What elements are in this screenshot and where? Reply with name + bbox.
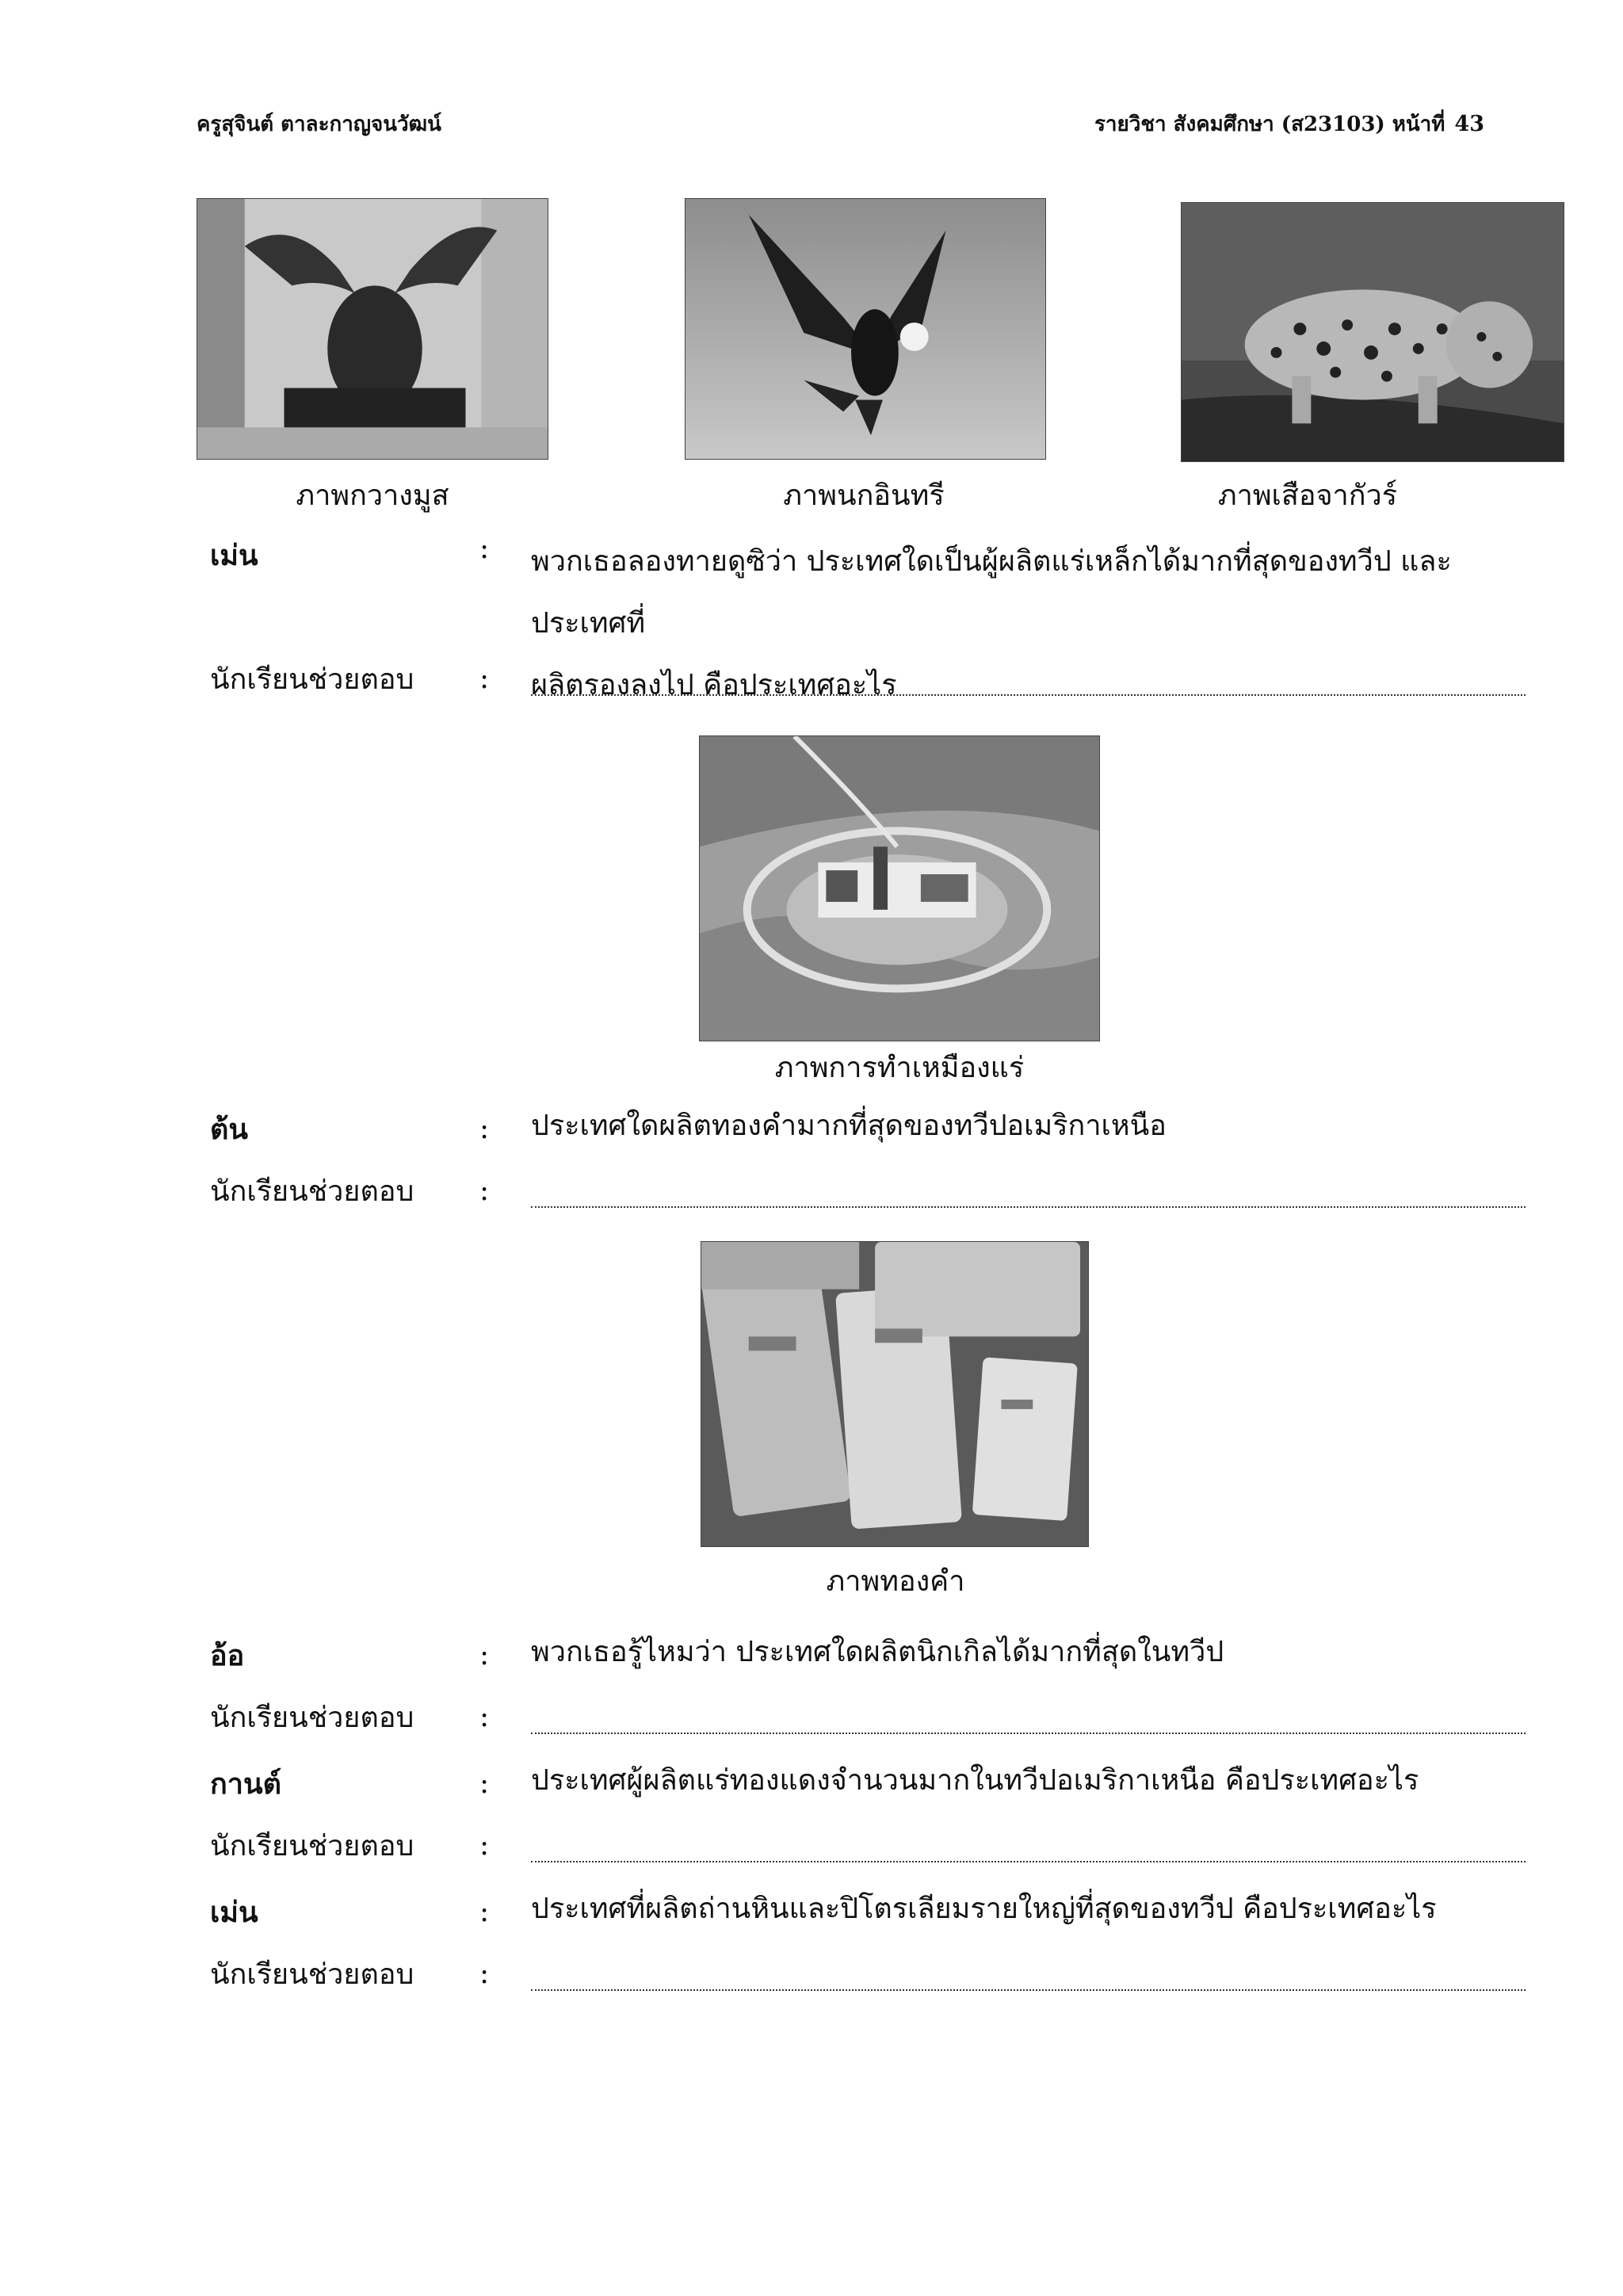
- answer-line[interactable]: [531, 1861, 1526, 1862]
- colon: :: [479, 663, 490, 695]
- caption-mine: ภาพการทำเหมืองแร่: [774, 1052, 1025, 1084]
- header-subject-label: รายวิชา สังคมศึกษา (ส23103) หน้าที่: [1094, 113, 1445, 136]
- speaker-name: เม่น: [210, 1896, 258, 1929]
- answer-row: [210, 1823, 1526, 1870]
- speaker-name: ต้น: [210, 1113, 248, 1146]
- answer-line[interactable]: [531, 694, 1526, 696]
- speaker-name: นักเรียนช่วยตอบ: [210, 1830, 414, 1862]
- speaker-name: เม่น: [210, 539, 258, 572]
- caption-jaguar: ภาพเสือจากัวร์: [1217, 479, 1398, 512]
- eagle-photo: [685, 198, 1046, 460]
- dialogue-row: [210, 1889, 1526, 1937]
- mine-photo: [699, 735, 1100, 1041]
- answer-line[interactable]: [531, 1733, 1526, 1734]
- colon: :: [479, 1829, 490, 1862]
- caption-eagle: ภาพนกอินทรี: [783, 479, 945, 512]
- answer-line[interactable]: [531, 1206, 1526, 1208]
- dialogue-row: [210, 1633, 1526, 1680]
- gold-bars-photo: [701, 1241, 1089, 1547]
- speaker-name: อ้อ: [210, 1639, 245, 1672]
- caption-moose: ภาพกวางมูส: [296, 479, 449, 512]
- colon: :: [479, 1639, 490, 1671]
- colon: :: [479, 1701, 490, 1733]
- speaker-name: นักเรียนช่วยตอบ: [210, 1175, 414, 1208]
- dialogue-row: [210, 1106, 1526, 1154]
- caption-gold: ภาพทองคำ: [826, 1565, 965, 1598]
- question-text: ประเทศผู้ผลิตแร่ทองแดงจำนวนมากในทวีปอเมริกาเหนือ คือประเทศอะไร: [531, 1764, 1419, 1797]
- colon: :: [479, 533, 490, 565]
- question-text: ประเทศที่ผลิตถ่านหินและปิโตรเลียมรายใหญ่ที่สุดของทวีป คือประเทศอะไร: [531, 1893, 1437, 1925]
- answer-row: [210, 656, 1526, 704]
- answer-row: [210, 1951, 1526, 1999]
- answer-row: [210, 1694, 1526, 1742]
- header-author: ครูสุจินต์ ตาละกาญจนวัฒน์: [197, 113, 441, 136]
- question-line-2: ผลิตรองลงไป คือประเทศอะไร: [531, 669, 897, 701]
- question-text: ประเทศใดผลิตทองคำมากที่สุดของทวีปอเมริกาเหนือ: [531, 1110, 1167, 1142]
- speaker-name: นักเรียนช่วยตอบ: [210, 1958, 414, 1991]
- moose-photo: [197, 198, 548, 460]
- speaker-name: กานต์: [210, 1767, 281, 1801]
- dialogue-row: [210, 1761, 1526, 1809]
- answer-line[interactable]: [531, 1989, 1526, 1991]
- question-text: พวกเธอรู้ไหมว่า ประเทศใดผลิตนิกเกิลได้มากที่สุดในทวีป: [531, 1636, 1224, 1668]
- colon: :: [479, 1896, 490, 1928]
- question-line-1: พวกเธอลองทายดูซิว่า ประเทศใดเป็นผู้ผลิตแร่เหล็กได้มากที่สุดของทวีป และประเทศที่: [531, 545, 1452, 640]
- colon: :: [479, 1958, 490, 1990]
- speaker-name: นักเรียนช่วยตอบ: [210, 1702, 414, 1734]
- jaguar-photo: [1181, 202, 1564, 462]
- speaker-name: นักเรียนช่วยตอบ: [210, 663, 414, 696]
- colon: :: [479, 1175, 490, 1207]
- colon: :: [479, 1767, 490, 1800]
- header-subject: [1094, 108, 1484, 140]
- colon: :: [479, 1113, 490, 1145]
- page-number: 43: [1454, 112, 1484, 136]
- answer-row: [210, 1168, 1526, 1216]
